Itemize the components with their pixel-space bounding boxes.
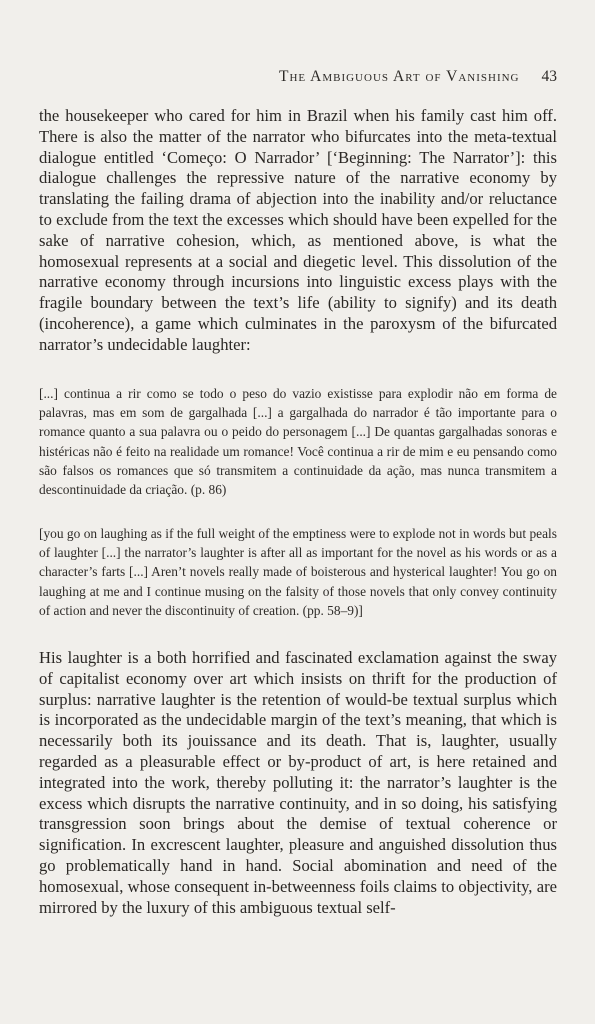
page-number: 43: [541, 68, 557, 85]
running-head: [0, 68, 557, 86]
body-paragraph-1: the housekeeper who cared for him in Brazil when his family cast him off. There is also the matter of the narrator who bifurcates into the meta-textual dialogue entitled ‘Começo: O Narrador’ [‘Beginning: The Narrator’]: this dialogue challenges the repressive nature of the narrative economy by translating the failing drama of abjection into the inability and/or reluctance to exclude from the text the excesses which should have been expelled for the sake of narrative cohesion, which, as mentioned above, is what the homosexual represents at a social and diegetic level. This dissolution of the narrative economy through incursions into linguistic excess plays with the fragile boundary between the text’s life (ability to signify) and its death (incoherence), a game which culminates in the paroxysm of the bifurcated narrator’s undecidable laughter:: [39, 106, 557, 354]
block-quote-portuguese: [...] continua a rir como se todo o peso do vazio existisse para explodir não em forma de palavras, mas em som de gargalhada [...] a gargalhada do narrador é tão importante para o romance quanto a sua palavra ou o peido do personagem [...] De quantas gargalhadas sonoras e histéricas não é feito na realidade um romance! Você continua a rir de mim e eu pensando como são falsos os romances que só transmitem a continuidade da ação, mas nunca transmitem a descontinuidade da criação. (p. 86): [39, 386, 557, 498]
body-paragraph-2: His laughter is a both horrified and fascinated exclamation against the sway of capitalist economy over art which insists on thrift for the production of surplus: narrative laughter is the retention of would-be textual surplus which is incorporated as the undecidable margin of the text’s meaning, that which is necessarily both its jouissance and its death. That is, laughter, usually regarded as a pleasurable effect or by-product of art, is here retained and integrated into the work, thereby polluting it: the narrator’s laughter is the excess which disrupts the narrative continuity, and in so doing, his satisfying transgression soon brings about the demise of textual coherence or signification. In excrescent laughter, pleasure and anguished dissolution thus go problematically hand in hand. Social abomination and need of the homosexual, whose consequent in-betweenness foils claims to objectivity, are mirrored by the luxury of this ambiguous textual self-: [39, 648, 557, 917]
block-quote-english: [you go on laughing as if the full weight of the emptiness were to explode not in words but peals of laughter [...] the narrator’s laughter is after all as important for the novel as his words or as a character’s farts [...] Aren’t novels really made of boisterous and hysterical laughter! You go on laughing at me and I continue musing on the falsity of those novels that only convey continuity of action and never the discontinuity of creation. (pp. 58–9)]: [39, 526, 557, 618]
running-head-title: The Ambiguous Art of Vanishing: [278, 68, 520, 85]
